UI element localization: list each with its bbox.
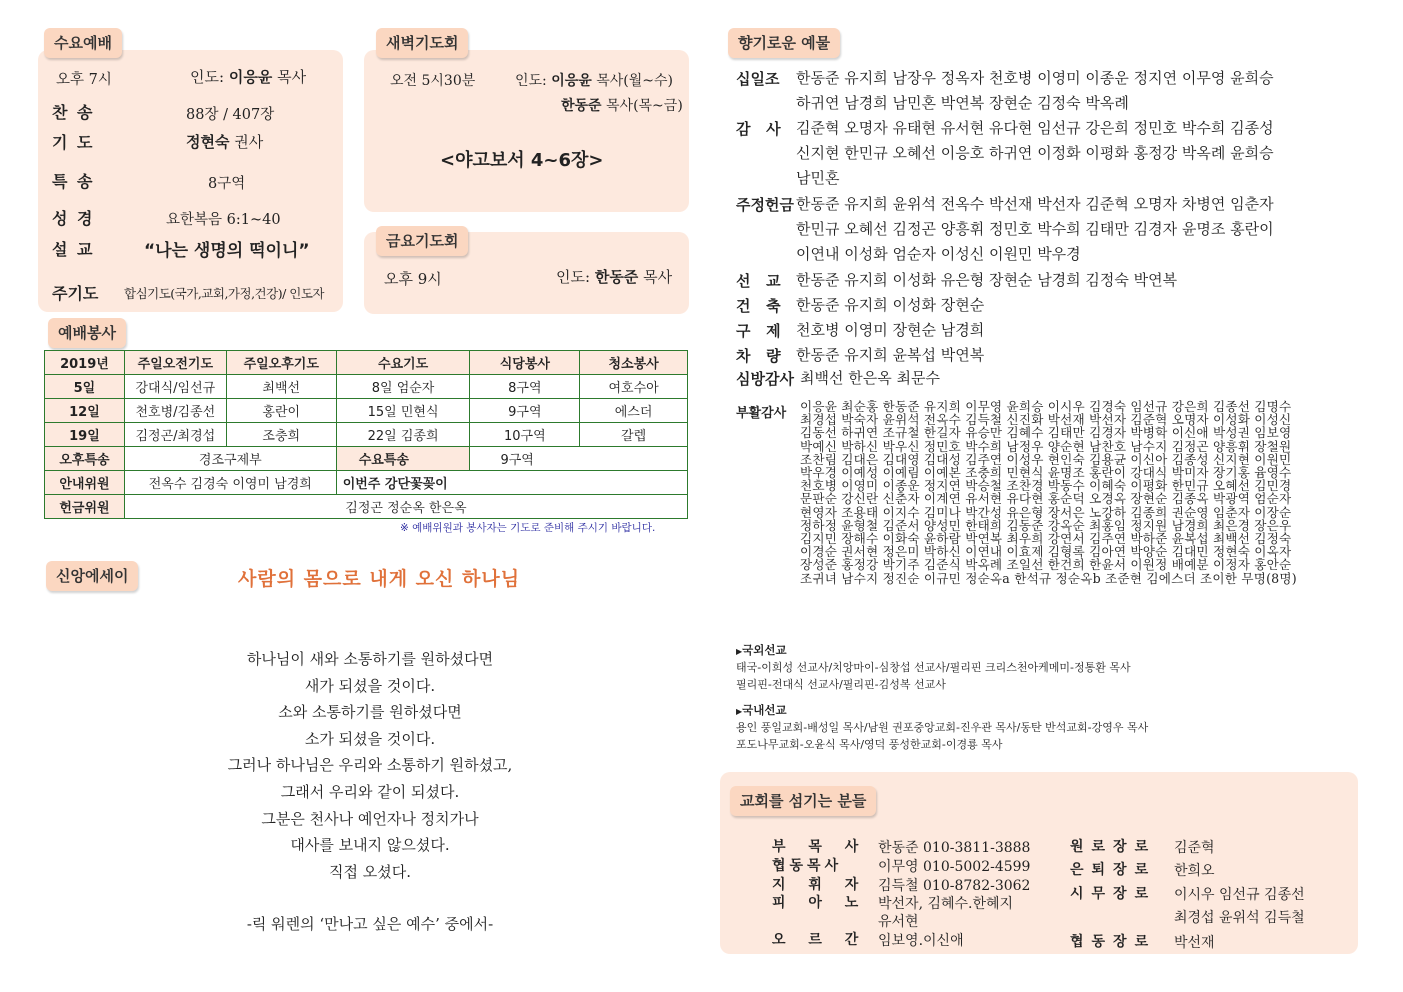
offerings-tab: 향기로운 예물 xyxy=(728,28,840,58)
table-row xyxy=(45,495,688,519)
essay-line: 그래서 우리와 같이 되셨다. xyxy=(280,782,460,801)
table-cell: 8구역 xyxy=(470,375,580,399)
service-note: ※ 예배위원과 봉사자는 기도로 준비해 주시기 바랍니다. xyxy=(400,522,656,534)
names-line: 박예신 박하신 박우신 정민호 박수희 남정우 양순현 남찬호 남수지 김정곤 양흥휘 장철원 xyxy=(800,438,1292,454)
dawn-leader-rest-1: 목사(월~수) xyxy=(591,73,673,89)
overseas-mission-line: 태국-이희성 선교사/치앙마이-심창섭 선교사/필리핀 크리스천아케메미-정통환 목사 xyxy=(736,661,1131,674)
staff-value: 임보영.이신애 xyxy=(878,933,964,949)
names-line: 한동준 유지희 이성화 유은형 장현순 남경희 김정숙 박연복 xyxy=(796,271,1178,289)
leader-title: 목사 xyxy=(277,68,307,86)
staff-value: 유서현 xyxy=(878,914,919,930)
table-cell: 9구역 xyxy=(470,399,580,423)
dawn-tab: 새벽기도회 xyxy=(376,28,468,58)
staff-value: 박선재 xyxy=(1174,935,1215,951)
offering-label: 주정헌금 xyxy=(736,196,794,214)
offering-names xyxy=(796,66,1366,116)
leader-name: 이응윤 xyxy=(228,68,273,86)
staff-title: 시무장로 xyxy=(1070,886,1157,902)
names-line: 한동준 유지희 윤위석 전옥수 박선재 박선자 김준혁 오명자 차병연 임춘자 xyxy=(796,195,1274,213)
names-line: 정하정 윤형철 김준서 양성민 한태희 김동준 강옥순 최홍임 정지원 남경희 최은경 장은우 xyxy=(800,517,1292,533)
wed-special-cell-label: 수요특송 xyxy=(336,447,470,471)
friday-leader-title: 목사 xyxy=(643,268,673,286)
names-line: 조찬림 김대은 김대영 김대성 김주연 이성우 현인숙 김용균 이신아 김종성 신지현 이원민 xyxy=(800,451,1292,467)
easter-names xyxy=(800,400,1365,585)
wednesday-leader xyxy=(190,66,306,87)
domestic-mission-line: 포도나무교회-오윤식 목사/영덕 풍성한교회-이경룡 목사 xyxy=(736,738,1003,751)
table-row xyxy=(45,423,688,447)
essay-line: 하나님이 새와 소통하기를 원하셨다면 xyxy=(246,650,494,668)
friday-leader-label: 인도: xyxy=(556,268,591,286)
table-cell: 김정곤/최경섭 xyxy=(124,423,226,447)
dawn-leader-label: 인도: xyxy=(515,73,547,89)
wednesday-tab: 수요예배 xyxy=(44,28,122,58)
offering-cell-value: 김정곤 정순옥 한은옥 xyxy=(124,495,687,519)
friday-leader-name: 한동준 xyxy=(594,268,639,286)
lords-prayer-value: 합심기도(국가,교회,가정,건강)/ 인도자 xyxy=(124,286,324,301)
staff-value: 한희오 xyxy=(1174,863,1215,879)
table-cell: 최백선 xyxy=(226,375,336,399)
names-line: 최경섭 박숙자 윤위석 전옥수 김득철 신진화 박선재 박선자 김준혁 오명자 이성화 이성신 xyxy=(800,412,1292,428)
friday-tab: 금요기도회 xyxy=(376,226,468,256)
dawn-leader-rest-2: 목사(목~금) xyxy=(601,98,683,114)
sermon-label: 설 교 xyxy=(52,240,95,259)
staff-value: 이무영 010-5002-4599 xyxy=(878,859,1031,875)
domestic-label: 국내선교 xyxy=(742,703,787,717)
table-cell: 8일 엄순자 xyxy=(336,375,470,399)
offering-label: 차 량 xyxy=(736,347,781,365)
table-header: 식당봉사 xyxy=(470,351,580,375)
table-cell: 15일 민현식 xyxy=(336,399,470,423)
scripture-value: 요한복음 6:1~40 xyxy=(166,212,281,228)
friday-time: 오후 9시 xyxy=(384,270,442,288)
table-cell: 조충희 xyxy=(226,423,336,447)
table-cell: 여호수아 xyxy=(580,375,688,399)
special-song-cell-value: 경조구제부 xyxy=(124,447,336,471)
offering-label: 심방감사 xyxy=(736,370,794,388)
staff-value: 이시우 임선규 김종선 xyxy=(1174,887,1305,903)
service-table xyxy=(44,350,688,519)
prayer-title: 권사 xyxy=(229,133,264,151)
names-line: 천호병 이영미 이종운 정지연 박승철 조찬경 박동수 이혜숙 이평화 한민규 오혜선 김민경 xyxy=(800,478,1292,494)
guide-cell-value: 전옥수 김경숙 이영미 남경희 xyxy=(124,471,336,495)
bullet-icon: ▶ xyxy=(736,707,743,716)
prayer-label: 기 도 xyxy=(52,133,95,152)
domestic-mission-line: 용인 풍일교회-배성일 목사/남원 권포중앙교회-진우관 목사/동탄 반석교회-강영우 목사 xyxy=(736,721,1149,734)
table-row xyxy=(45,447,688,471)
names-line: 박우경 이예성 이예림 이예본 조충희 민현식 윤명조 홍란이 강대식 박미자 장기홍 윰영수 xyxy=(800,465,1292,481)
offering-names xyxy=(796,116,1366,191)
table-header-row xyxy=(45,351,688,375)
sermon-value: “나는 생명의 떡이니” xyxy=(144,241,310,261)
table-header: 수요기도 xyxy=(336,351,470,375)
table-cell: 갈렙 xyxy=(580,423,688,447)
essay-line xyxy=(175,885,565,911)
offering-label: 건 축 xyxy=(736,297,781,315)
staff-title: 피 아 노 xyxy=(772,895,868,911)
offering-names xyxy=(796,318,1366,343)
overseas-mission-line: 필리핀-전대식 선교사/필리핀-김성복 선교사 xyxy=(736,678,946,691)
names-line: 하귀연 남경희 남민혼 박연복 장현순 김정숙 박옥례 xyxy=(796,94,1129,112)
table-cell: 19일 xyxy=(45,423,125,447)
essay-line: 소가 되셨을 것이다. xyxy=(304,729,436,748)
staff-value: 박선자, 김혜수.한혜지 xyxy=(878,896,1014,912)
names-line: 장성준 홍정강 박기주 김준식 박옥례 조일선 한건희 한윤서 이원정 배예분 이정자 홍안순 xyxy=(800,557,1292,573)
names-line: 이경순 권서현 정은미 박하신 이연내 이효제 김형록 김아연 박양순 김대민 정현숙 이옥자 xyxy=(800,544,1292,560)
names-line: 이응윤 최순홍 한동준 유지희 이무영 윤희승 이시우 김경숙 임선규 강은희 김종선 김명수 xyxy=(800,399,1292,414)
domestic-mission-heading xyxy=(736,702,787,718)
offering-cell-label: 헌금위원 xyxy=(45,495,125,519)
offering-label: 감 사 xyxy=(736,120,781,138)
names-line: 문판순 강신란 신춘자 이계연 유서현 유다현 홍순덕 오경옥 장현순 김종옥 박광역 엄순자 xyxy=(800,491,1292,507)
essay-line: 대사를 보내지 않으셨다. xyxy=(290,836,450,855)
names-line: 신지현 한민규 오혜선 이응호 하귀연 이정화 이평화 홍정강 박옥례 윤희승 xyxy=(796,144,1274,162)
table-header: 청소봉사 xyxy=(580,351,688,375)
prayer-person: 정현숙 xyxy=(186,133,230,151)
table-cell: 22일 김종희 xyxy=(336,423,470,447)
offering-names xyxy=(800,366,1370,391)
essay-line: 소와 소통하기를 원하셨다면 xyxy=(278,703,462,722)
offering-label: 선 교 xyxy=(736,272,781,290)
table-header: 주일오전기도 xyxy=(124,351,226,375)
special-song-value: 8구역 xyxy=(208,176,246,192)
prayer-value xyxy=(186,131,263,152)
staff-value: 김득철 010-8782-3062 xyxy=(878,878,1031,894)
guide-cell-label: 안내위원 xyxy=(45,471,125,495)
staff-title: 지 휘 자 xyxy=(772,877,868,893)
staff-title: 협동장로 xyxy=(1070,934,1157,950)
dawn-leader-2 xyxy=(561,95,683,115)
wednesday-time: 오후 7시 xyxy=(56,72,112,88)
friday-leader xyxy=(556,266,672,287)
names-line: 한민규 오혜선 김정곤 양흥휘 정민호 박수희 김태만 김경자 윤명조 홍란이 xyxy=(796,220,1274,238)
overseas-mission-heading xyxy=(736,642,787,658)
table-header: 2019년 xyxy=(45,351,125,375)
names-line: 천호병 이영미 장현순 남경희 xyxy=(796,321,985,339)
essay-line: 직접 오셨다. xyxy=(329,862,411,881)
table-cell: 천호병/김종선 xyxy=(124,399,226,423)
essay-line: 새가 되셨을 것이다. xyxy=(304,676,436,695)
names-line: 한동준 유지희 남장우 정옥자 천호병 이영미 이종운 정지연 이무영 윤희승 xyxy=(796,69,1274,87)
dawn-time: 오전 5시30분 xyxy=(390,73,476,89)
essay-title: 사람의 몸으로 내게 오신 하나님 xyxy=(238,568,521,590)
dawn-leader-name-2: 한동준 xyxy=(561,98,602,114)
leader-label: 인도: xyxy=(190,68,225,86)
names-line: 한동준 유지희 이성화 장현순 xyxy=(796,296,985,314)
staff-value: 최경섭 윤위석 김득철 xyxy=(1174,910,1305,926)
table-cell: 강대식/임선규 xyxy=(124,375,226,399)
staff-title: 오 르 간 xyxy=(772,932,868,948)
service-tab: 예배봉사 xyxy=(48,318,126,348)
offering-label: 십일조 xyxy=(736,70,780,88)
staff-value: 한동준 010-3811-3888 xyxy=(878,840,1031,856)
dawn-leader-name-1: 이응윤 xyxy=(551,73,592,89)
hymn-label: 찬 송 xyxy=(52,103,95,122)
table-cell: 5일 xyxy=(45,375,125,399)
table-cell: 12일 xyxy=(45,399,125,423)
dawn-leader-1 xyxy=(515,70,673,90)
names-line: 이연내 이성화 엄순자 이성신 이원민 박우경 xyxy=(796,245,1081,263)
easter-label: 부활감사 xyxy=(736,406,787,421)
bullet-icon: ▶ xyxy=(736,647,743,656)
names-line: 한동준 유지희 윤복섭 박연복 xyxy=(796,346,985,364)
staff-title: 은퇴장로 xyxy=(1070,862,1157,878)
names-line: 조귀녀 남수지 정진순 이규민 정순옥a 한석규 정순옥b 조준현 김에스더 조이한 무명(8명) xyxy=(800,570,1297,586)
offering-names xyxy=(796,192,1366,267)
names-line: 현영자 조용태 이지수 김미나 박간성 유은형 장서은 노강하 김종희 권순영 임춘자 이장순 xyxy=(800,504,1292,520)
hymn-value: 88장 / 407장 xyxy=(186,107,275,123)
offering-names xyxy=(796,293,1366,318)
offering-label: 구 제 xyxy=(736,322,781,340)
names-line: 남민혼 xyxy=(796,169,840,187)
table-cell: 10구역 xyxy=(470,423,580,447)
staff-title: 원로장로 xyxy=(1070,839,1157,855)
wed-special-cell-value: 9구역 xyxy=(470,447,688,471)
names-line: 최백선 한은옥 최문수 xyxy=(800,369,940,387)
special-song-label: 특 송 xyxy=(52,172,95,191)
names-line: 김동선 하귀연 조규철 한길자 유승만 김혜수 김태만 김경자 박병학 이신애 박성권 임보영 xyxy=(800,425,1292,441)
offering-names xyxy=(796,343,1366,368)
lords-prayer-label: 주기도 xyxy=(52,284,99,303)
essay-line: 그러나 하나님은 우리와 소통하기 원하셨고, xyxy=(227,756,513,775)
table-cell: 홍란이 xyxy=(226,399,336,423)
essay-line: 그분은 천사나 예언자나 정치가나 xyxy=(261,809,479,828)
names-line: 김지민 장해수 이화숙 윤하람 박연복 최우희 강연서 김주연 박하준 윤복섭 최백선 김정숙 xyxy=(800,531,1292,547)
essay-source: -릭 워렌의 ‘만나고 싶은 예수’ 중에서- xyxy=(246,915,494,934)
table-cell: 에스더 xyxy=(580,399,688,423)
table-row xyxy=(45,399,688,423)
names-line: 김준혁 오명자 유태현 유서현 유다현 임선규 강은희 정민호 박수희 김종성 xyxy=(796,119,1274,137)
dawn-passage: <야고보서 4~6장> xyxy=(440,150,604,171)
scripture-label: 성 경 xyxy=(52,209,95,228)
table-row xyxy=(45,471,688,495)
staff-title: 부 목 사 xyxy=(772,839,868,855)
table-row xyxy=(45,375,688,399)
flower-cell: 이번주 강단꽃꽂이 xyxy=(336,471,687,495)
staff-value: 김준혁 xyxy=(1174,840,1215,856)
staff-title: 협동목사 xyxy=(772,858,843,874)
essay-tab: 신앙에세이 xyxy=(46,561,138,591)
overseas-label: 국외선교 xyxy=(742,643,787,657)
staff-tab: 교회를 섬기는 분들 xyxy=(730,786,876,816)
table-header: 주일오후기도 xyxy=(226,351,336,375)
special-song-cell-label: 오후특송 xyxy=(45,447,125,471)
offering-names xyxy=(796,268,1366,293)
essay-body xyxy=(175,646,565,938)
